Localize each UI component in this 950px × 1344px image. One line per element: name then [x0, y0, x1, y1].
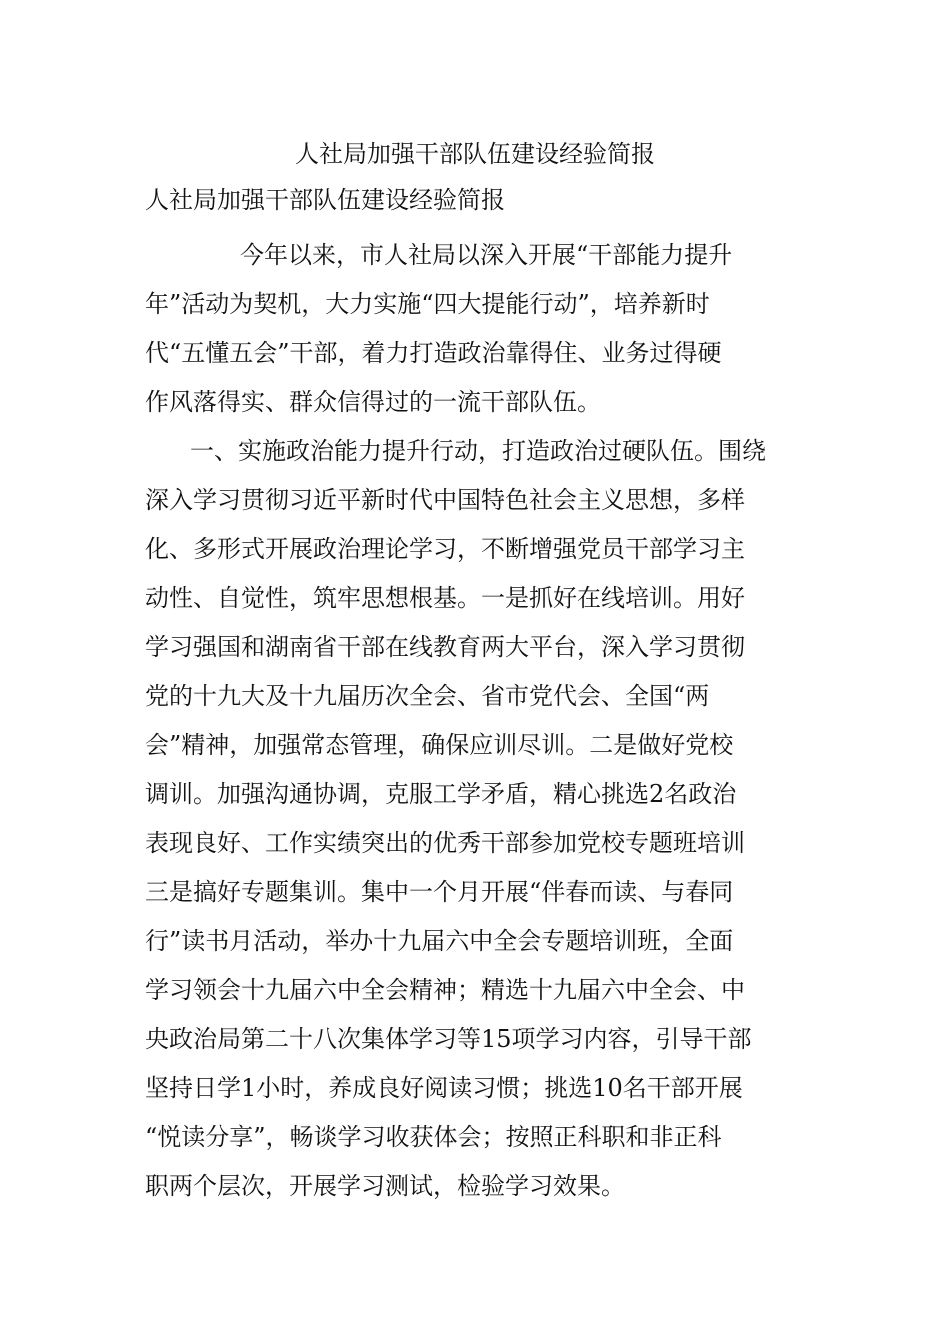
paragraph-line: 央政治局第二十八次集体学习等15项学习内容，引导干部 — [145, 1025, 752, 1053]
paragraph-line: 化、多形式开展政治理论学习，不断增强党员干部学习主 — [145, 535, 745, 563]
paragraph-line: 调训。加强沟通协调，克服工学矛盾，精心挑选2名政治 — [145, 780, 737, 808]
paragraph-line: 深入学习贯彻习近平新时代中国特色社会主义思想，多样 — [145, 486, 745, 514]
paragraph-line: 行”读书月活动，举办十九届六中全会专题培训班，全面 — [145, 927, 734, 955]
paragraph-line: 职两个层次，开展学习测试，检验学习效果。 — [145, 1172, 625, 1200]
paragraph-line: 动性、自觉性，筑牢思想根基。一是抓好在线培训。用好 — [145, 584, 745, 612]
paragraph-line: 代“五懂五会”干部，着力打造政治靠得住、业务过得硬 — [145, 339, 722, 367]
paragraph-line: 坚持日学1小时，养成良好阅读习惯；挑选10名干部开展 — [145, 1074, 743, 1102]
document-subtitle: 人社局加强干部队伍建设经验简报 — [145, 186, 505, 214]
paragraph-line: 作风落得实、群众信得过的一流干部队伍。 — [145, 388, 601, 416]
document-title: 人社局加强干部队伍建设经验简报 — [295, 140, 655, 168]
paragraph-line: 会”精神，加强常态管理，确保应训尽训。二是做好党校 — [145, 731, 734, 759]
paragraph-line: 党的十九大及十九届历次全会、省市党代会、全国“两 — [145, 682, 710, 710]
paragraph-line: 学习领会十九届六中全会精神；精选十九届六中全会、中 — [145, 976, 745, 1004]
paragraph-line: 今年以来，市人社局以深入开展“干部能力提升 — [240, 241, 733, 269]
paragraph-line: 年”活动为契机，大力实施“四大提能行动”，培养新时 — [145, 290, 710, 318]
paragraph-line: “悦读分享”，畅谈学习收获体会；按照正科职和非正科 — [145, 1123, 722, 1151]
paragraph-line: 学习强国和湖南省干部在线教育两大平台，深入学习贯彻 — [145, 633, 745, 661]
paragraph-line: 表现良好、工作实绩突出的优秀干部参加党校专题班培训 — [145, 829, 745, 857]
paragraph-line: 三是搞好专题集训。集中一个月开展“伴春而读、与春同 — [145, 878, 734, 906]
paragraph-line: 一、实施政治能力提升行动，打造政治过硬队伍。围绕 — [190, 437, 766, 465]
